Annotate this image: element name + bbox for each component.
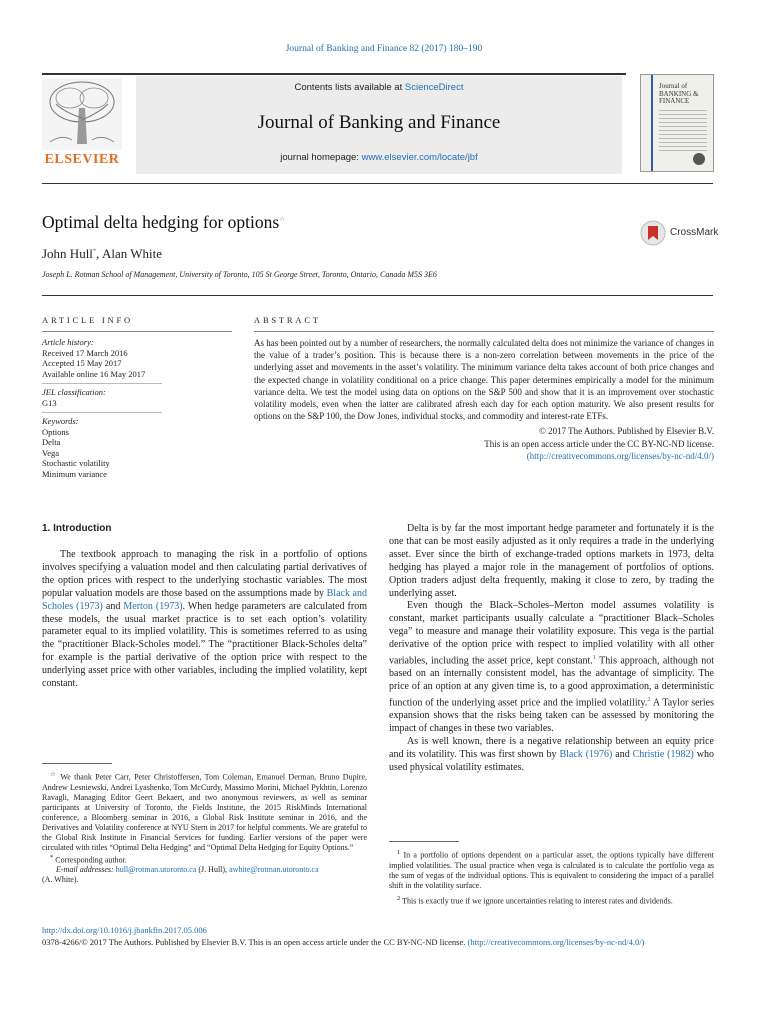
- author-white[interactable]: Alan White: [101, 246, 163, 261]
- crossmark-icon: [640, 220, 666, 246]
- keyword: Vega: [42, 447, 59, 458]
- footnote-ref-1[interactable]: 1: [592, 654, 596, 662]
- corresponding-footnote: * Corresponding author.: [50, 853, 127, 865]
- intro-paragraph-3: Even though the Black–Scholes–Merton model assumes volatility is constant, market participants usually calculate a “practitioner Black–Scholes vega” to measure and manage their volatility exposure. This vega is the partial derivative of the option price with respect to implied volatility with all other variables, including the asset price, kept constant.$^1$ This approach, although not based on an internally consistent model, has the advantage of simplicity. The price of an option at any given time is, to a good approximation, a deterministic function of the underlying asset price and the implied volatility.$^2$ A Taylor series expansion shows that the risks being taken can be assessed by monitoring the impact of changes in these two variables.: [389, 600, 714, 735]
- journal-title: Journal of Banking and Finance: [257, 112, 501, 133]
- cover-title: Journal of BANKING & FINANCE: [659, 82, 699, 105]
- title-bottom-rule: [42, 295, 713, 296]
- header-rule: [42, 73, 626, 75]
- email-white[interactable]: awhite@rotman.utoronto.ca: [229, 865, 319, 875]
- article-title: [42, 212, 285, 233]
- footnote-ref-2[interactable]: 2: [647, 696, 651, 704]
- affiliation: Joseph L. Rotman School of Management, University of Toronto, 105 St George Street, Toronto, Ontario, Canada M5S 3E6: [42, 270, 437, 279]
- journal-reference[interactable]: Journal of Banking and Finance 82 (2017) 180–190: [285, 44, 483, 54]
- keywords-label: Keywords:: [42, 416, 79, 426]
- article-info: [42, 337, 232, 479]
- right-column-body: [389, 523, 714, 775]
- contents-line: [136, 82, 622, 93]
- accepted-date: Accepted 15 May 2017: [42, 358, 122, 368]
- keyword: Delta: [42, 437, 61, 447]
- abstract-license-link[interactable]: (http://creativecommons.org/licenses/by-nc-nd/4.0/): [526, 450, 714, 461]
- sciencedirect-link[interactable]: ScienceDirect: [404, 82, 464, 93]
- crossmark-label: CrossMark: [670, 227, 719, 238]
- journal-cover-image: [640, 74, 714, 172]
- right-footnotes: [389, 848, 714, 906]
- header-bottom-rule: [42, 183, 713, 184]
- citation-merton[interactable]: Merton (1973): [123, 600, 183, 612]
- title-footnote-star[interactable]: ☆: [279, 216, 286, 224]
- abstract-rule: [254, 331, 714, 332]
- footnote-rule-right: [389, 841, 459, 842]
- article-info-heading: ARTICLE INFO: [42, 315, 133, 325]
- acknowledgement-footnote: ☆ We thank Peter Carr, Peter Christoffersen, Tom Coleman, Emanuel Derman, Bruno Dupire, Andrew Lesniewski, Andrei Lyashenko, Tom McCurdy, Massimo Morini, Michael Pykhtin, Lorenzo Ravagli, Managing Editor Geert Bekaert, and two anonymous reviewers, as well as seminar participants at University of Toronto, the Fields Institute, the 2015 RiskMinds International conference, a Bloomberg seminar in 2016, a Global Risk Institute seminar in 2016, and the Derivatives and Volatility conference at NYU Stern in 2017 for helpful comments. We are grateful to the Global Risk Institute in Financial Services for funding. Earlier versions of the paper were circulated with titles “Optimal Delta Hedging” and “Optimal Delta Hedging for Equity Options.”: [42, 771, 368, 852]
- section-heading-introduction: 1. Introduction: [42, 523, 112, 534]
- author-list: [42, 246, 162, 262]
- corresponding-author-mark[interactable]: *: [92, 247, 97, 255]
- elsevier-wordmark: ELSEVIER: [44, 152, 120, 167]
- author-separator: ,: [96, 246, 102, 261]
- received-date: Received 17 March 2016: [42, 347, 128, 358]
- author-hull[interactable]: John Hull: [42, 246, 93, 261]
- online-date: Available online 16 May 2017: [42, 368, 146, 379]
- homepage-prefix: journal homepage:: [280, 152, 362, 163]
- intro-paragraph-4: As is well known, there is a negative relationship between an equity price and its volatility. This was first shown by Black (1976) and Christie (1982) who used physical volatility estimates.: [389, 736, 714, 773]
- keyword: Options: [42, 426, 69, 437]
- article-info-rule: [42, 331, 232, 332]
- left-footnotes: [42, 770, 367, 885]
- abstract-license: This is an open access article under the CC BY-NC-ND license.: [484, 438, 714, 449]
- intro-paragraph-1: The textbook approach to managing the risk in a portfolio of options involves specifying a valuation model and then calculating partial derivatives of the option prices with respect to the underlying stochastic variables. The most popular valuation models are those based on the assumptions made by Black and Scholes (1973) and Merton (1973). When hedge parameters are calculated from these models, the usual market practice is to set each option’s volatility parameter equal to its implied volatility. This is sometimes referred to as using the “practitioner Black-Scholes model.” The “practitioner Black-Scholes delta” for example is the partial derivative of the option price with respect to the underlying asset price with other variables, including the implied volatility, kept constant.: [42, 549, 367, 690]
- left-column-body: [42, 549, 367, 691]
- crossmark-badge[interactable]: [640, 219, 719, 247]
- citation-black-scholes[interactable]: Black and Scholes (1973): [42, 587, 367, 612]
- jel-label: JEL classification:: [42, 387, 106, 397]
- keyword: Minimum variance: [42, 468, 107, 479]
- article-title-text: Optimal delta hedging for options: [42, 212, 280, 232]
- abstract: [254, 337, 714, 462]
- homepage-line: [136, 152, 622, 163]
- doi-link[interactable]: http://dx.doi.org/10.1016/j.jbankfin.2017.05.006: [42, 925, 207, 935]
- homepage-link[interactable]: www.elsevier.com/locate/jbf: [361, 152, 478, 163]
- contents-prefix: Contents lists available at: [294, 82, 405, 93]
- abstract-heading: ABSTRACT: [254, 315, 321, 325]
- footnote-rule-left: [42, 763, 112, 764]
- footnote-1: $^1$ In a portfolio of options dependent on a particular asset, the options typically have different implied volatilities. The usual practice when vega is calculated is to calculate the portfolio vega as the sum of vegas of the individual options. This is equivalent to considering the impact of a parallel shift in the volatility surface.: [389, 849, 714, 890]
- abstract-copyright: © 2017 The Authors. Published by Elsevier B.V.: [538, 426, 714, 437]
- issn-license-line: 0378-4266/© 2017 The Authors. Published by Elsevier B.V. This is an open access article under the CC BY-NC-ND license. (http://creativecommons.org/licenses/by-nc-nd/4.0/): [42, 937, 645, 947]
- email-footnote: E-mail addresses: hull@rotman.utoronto.ca (J. Hull), awhite@rotman.utoronto.ca (A. White).: [42, 865, 319, 885]
- history-label: Article history:: [42, 337, 94, 347]
- citation-christie[interactable]: Christie (1982): [632, 749, 694, 761]
- footnote-2: $^2$ This is exactly true if we ignore uncertainties relating to interest rates and dividends.: [397, 894, 673, 906]
- keyword: Stochastic volatility: [42, 458, 110, 468]
- email-hull[interactable]: hull@rotman.utoronto.ca: [115, 865, 197, 875]
- abstract-text: As has been pointed out by a number of researchers, the normally calculated delta does not minimize the variance of changes in the value of a trader’s position. This is because there is a non-zero correlation between movements in the price of the underlying asset and movements in the asset’s volatility. The minimum variance delta takes account of both price changes and the expected change in volatility conditional on a price change. This paper determines empirically a model for the minimum variance delta. We test the model using data on options on the S&P 500 and show that it is an improvement over stochastic volatility models, even when the latter are calibrated afresh each day for each option maturity. We also present results for options on the S&P 100, the Dow Jones, individual stocks, and commodity and interest-rate ETFs.: [254, 338, 714, 422]
- jel-code: G13: [42, 397, 57, 408]
- citation-black-1976[interactable]: Black (1976): [559, 749, 613, 761]
- bottom-license-link[interactable]: (http://creativecommons.org/licenses/by-nc-nd/4.0/): [467, 937, 645, 947]
- intro-paragraph-2: Delta is by far the most important hedge parameter and fortunately it is the one that can be most easily adjusted as it only requires a trade in the underlying asset. Ever since the birth of exchange-traded options markets in 1973, delta hedging has played a major role in the management of portfolios of options. Option traders adjust delta frequently, making it close to zero, by trading the underlying asset.: [389, 523, 714, 599]
